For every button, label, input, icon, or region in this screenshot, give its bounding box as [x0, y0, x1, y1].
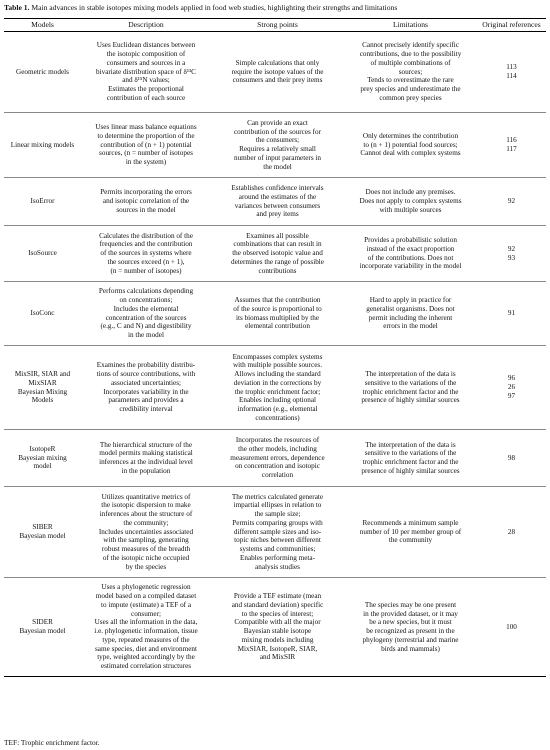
- cell-line: its biomass multiplied by the: [235, 313, 320, 322]
- cell-line: common prey species: [379, 93, 442, 102]
- strong-points-cell: [211, 178, 344, 226]
- cell-line: concentrations): [255, 413, 300, 422]
- cell-line: model based on a compiled dataset: [95, 592, 197, 600]
- limitations-cell: [344, 578, 477, 677]
- mixing-models-table: [4, 18, 546, 677]
- description-cell: [81, 282, 211, 346]
- cell-line: number of input parameters in: [233, 153, 322, 162]
- cell-line: the trophic enrichment factor;: [234, 387, 321, 396]
- cell-line: Bayesian model: [19, 627, 66, 635]
- cell-line: sensitive to the variations of the: [364, 449, 457, 458]
- cell-line: and standard deviation) specific: [231, 600, 324, 609]
- cell-line: combinations that can result in: [233, 240, 322, 249]
- cell-line: with multiple possible sources.: [232, 361, 323, 370]
- cell-line: IsoSource: [28, 249, 57, 258]
- strong-points-cell: [211, 430, 344, 487]
- cell-line: Compatible with all the major: [234, 618, 321, 627]
- limitations-cell: [344, 282, 477, 346]
- description-cell: [81, 346, 211, 430]
- cell-line: Linear mixing models: [10, 140, 75, 149]
- cell-line: on concentrations;: [119, 296, 173, 304]
- reference-number: 28: [507, 527, 516, 536]
- cell-line: Permits comparing groups with: [232, 518, 323, 527]
- limitations-cell: [344, 226, 477, 282]
- cell-line: IsoConc: [30, 309, 55, 318]
- cell-line: Examines the probability distribu-: [96, 361, 196, 370]
- references-cell: [477, 346, 546, 430]
- cell-line: The hierarchical structure of the: [99, 440, 193, 449]
- cell-line: topic niches between different: [234, 536, 321, 545]
- cell-line: the consumers;: [255, 136, 300, 145]
- references-cell: [477, 113, 546, 178]
- cell-line: SIDER: [32, 618, 53, 627]
- reference-number: 113: [506, 63, 517, 72]
- cell-line: sources;: [398, 67, 423, 76]
- header-description: Description: [81, 19, 211, 32]
- cell-line: Includes uncertainties associated: [98, 527, 194, 536]
- cell-line: the sources exceed (n + 1),: [107, 257, 185, 266]
- cell-line: be a new species, but it must: [369, 618, 452, 627]
- header-strong-points: Strong points: [211, 19, 344, 32]
- table-row: [4, 282, 546, 346]
- cell-line: mixing models including: [241, 635, 314, 644]
- cell-line: presence of highly similar sources: [361, 396, 460, 405]
- cell-line: errors in the model: [383, 322, 438, 331]
- strong-points-cell: [211, 487, 344, 578]
- cell-line: to the species of interest;: [241, 609, 314, 618]
- cell-line: birds and mammals): [381, 644, 440, 653]
- cell-line: Requires a relatively small: [239, 145, 316, 153]
- cell-line: Uses all the information in the data,: [94, 618, 198, 627]
- references-cell: [477, 32, 546, 113]
- reference-number: 116: [506, 136, 517, 145]
- cell-line: and MixSIR: [259, 653, 296, 662]
- cell-line: Establishes confidence intervals: [231, 184, 324, 192]
- model-cell: [4, 178, 81, 226]
- cell-line: of the sources in systems where: [100, 249, 192, 258]
- reference-number: 97: [507, 391, 516, 400]
- cell-line: The interpretation of the data is: [365, 440, 456, 449]
- strong-points-cell: [211, 346, 344, 430]
- cell-line: Does not apply to complex systems: [359, 197, 462, 206]
- reference-number: 26: [507, 383, 516, 392]
- model-cell: [4, 113, 81, 178]
- cell-line: MixSIR, SIAR and: [14, 370, 71, 378]
- cell-line: The species may be one present: [364, 600, 457, 609]
- cell-line: MixSIAR, IsotopeR, SIAR,: [237, 644, 318, 653]
- cell-line: Bayesian stable isotope: [243, 627, 312, 635]
- cell-line: (n = number of isotopes): [110, 266, 182, 275]
- cell-line: consumers and their prey items: [232, 76, 323, 85]
- cell-line: SIBER: [32, 523, 53, 532]
- cell-line: deviation in the corrections by: [233, 378, 322, 387]
- model-cell: [4, 346, 81, 430]
- cell-line: Provides a probabilistic solution: [364, 236, 457, 244]
- table-header-row: [4, 19, 546, 32]
- cell-line: of the contributions. Does not: [367, 253, 454, 262]
- cell-line: the other models, including: [238, 444, 317, 453]
- limitations-cell: [344, 113, 477, 178]
- limitations-cell: [344, 178, 477, 226]
- references-cell: [477, 578, 546, 677]
- cell-line: Hard to apply in practice for: [369, 296, 452, 304]
- cell-line: of multiple combinations of: [370, 58, 451, 67]
- cell-line: sources, (n = number of isotopes: [99, 149, 193, 158]
- cell-line: (e.g., C and N) and digestibility: [100, 322, 192, 331]
- cell-line: presence of highly similar sources: [361, 466, 460, 475]
- cell-line: Can provide an exact: [247, 118, 308, 127]
- description-cell: [81, 178, 211, 226]
- reference-number: 91: [507, 309, 516, 318]
- cell-line: of the source is proportional to: [233, 304, 322, 313]
- table-row: [4, 487, 546, 578]
- cell-line: generalist organisms. Does not: [366, 304, 455, 313]
- references-cell: [477, 226, 546, 282]
- cell-line: require the isotope values of the: [231, 67, 324, 76]
- description-cell: [81, 487, 211, 578]
- cell-line: type, repeated measures of the: [102, 635, 190, 644]
- model-cell: [4, 578, 81, 677]
- references-cell: [477, 430, 546, 487]
- references-cell: [477, 178, 546, 226]
- cell-line: Incorporates variability in the: [103, 387, 189, 396]
- cell-line: prey species and underestimate the: [360, 85, 461, 94]
- cell-line: and isotopic correlation of the: [102, 197, 190, 206]
- cell-line: Performs calculations depending: [98, 287, 194, 296]
- cell-line: The interpretation of the data is: [365, 370, 456, 378]
- table-row: [4, 113, 546, 178]
- description-cell: [81, 430, 211, 487]
- cell-line: in the population: [121, 466, 171, 475]
- cell-line: incorporate variability in the model: [359, 262, 462, 271]
- strong-points-cell: [211, 113, 344, 178]
- cell-line: Bayesian model: [19, 532, 66, 540]
- cell-line: to (n + 1) potential food sources;: [363, 140, 458, 149]
- cell-line: permit including the inherent: [368, 313, 453, 322]
- model-cell: [4, 282, 81, 346]
- reference-number: 98: [507, 453, 516, 462]
- description-cell: [81, 226, 211, 282]
- cell-line: Only determines the contribution: [362, 131, 459, 140]
- cell-line: Cannot deal with complex systems: [360, 149, 461, 158]
- caption-label: Table 1.: [4, 3, 30, 12]
- cell-line: inferences about the structure of: [99, 510, 193, 519]
- cell-line: contribution of (n + 1) potential: [100, 140, 192, 149]
- cell-line: IsotopeR: [29, 444, 56, 453]
- cell-line: with multiple sources: [379, 205, 442, 214]
- cell-line: Utilizes quantitative metrics of: [101, 492, 191, 501]
- table-caption: [4, 3, 546, 13]
- cell-line: MixSIAR: [28, 378, 57, 387]
- cell-line: Enables including optional: [238, 396, 317, 405]
- cell-line: Allows including the standard: [234, 370, 321, 378]
- cell-line: contributions, due to the possibility: [359, 50, 462, 59]
- cell-line: concentration of the sources: [105, 313, 187, 322]
- cell-line: by the species: [125, 562, 167, 571]
- cell-line: Permits incorporating the errors: [100, 188, 192, 197]
- caption-text: Main advances in stable isotopes mixing models applied in food web studies, highlighting their strengths and limitations: [29, 3, 398, 12]
- cell-line: The metrics calculated generate: [231, 492, 324, 501]
- description-cell: [81, 578, 211, 677]
- cell-line: in the system): [125, 158, 167, 167]
- cell-line: model permits making statistical: [99, 449, 193, 458]
- header-limitations: Limitations: [344, 19, 477, 32]
- cell-line: robust measures of the breadth: [101, 545, 191, 554]
- cell-line: around the estimates of the: [238, 192, 317, 201]
- cell-line: Uses a phylogenetic regression: [101, 583, 191, 592]
- cell-line: frequencies and the contribution: [99, 240, 193, 249]
- cell-line: consumers and sources in a: [106, 58, 186, 67]
- cell-line: Uses linear mass balance equations: [95, 123, 197, 132]
- cell-line: the community;: [123, 518, 169, 527]
- cell-line: Bayesian mixing: [18, 453, 67, 462]
- reference-number: 92: [507, 197, 516, 206]
- limitations-cell: [344, 487, 477, 578]
- cell-line: sources in the model: [116, 205, 176, 214]
- cell-line: Uses Euclidean distances between: [96, 41, 196, 50]
- cell-line: impartial ellipses in relation to: [233, 501, 322, 510]
- description-cell: [81, 113, 211, 178]
- cell-line: Cannot precisely identify specific: [362, 41, 459, 50]
- cell-line: Calculates the distribution of the: [99, 231, 193, 240]
- reference-number: 93: [507, 253, 516, 262]
- cell-line: Tends to overestimate the rare: [367, 76, 454, 85]
- cell-line: and δ¹⁵N values;: [122, 76, 170, 85]
- limitations-cell: [344, 32, 477, 113]
- reference-number: 92: [507, 244, 516, 253]
- model-cell: [4, 226, 81, 282]
- table-row: [4, 430, 546, 487]
- strong-points-cell: [211, 578, 344, 677]
- cell-line: phylogeny (terrestrial and marine: [362, 635, 459, 644]
- table-row: [4, 346, 546, 430]
- cell-line: Assumes that the contribution: [234, 296, 321, 304]
- cell-line: Encompasses complex systems: [232, 352, 323, 361]
- cell-line: Does not include any premises.: [365, 188, 456, 197]
- cell-line: i.e. phylogenetic information, tissue: [94, 627, 198, 635]
- cell-line: information (e.g., elemental: [237, 405, 318, 413]
- cell-line: contribution of each source: [106, 93, 186, 102]
- cell-line: and prey items: [256, 210, 299, 219]
- cell-line: parameters and provides a: [108, 396, 184, 405]
- model-cell: [4, 487, 81, 578]
- cell-line: number of 10 per member group of: [359, 527, 462, 536]
- header-models: Models: [4, 19, 81, 32]
- references-cell: [477, 487, 546, 578]
- cell-line: the isotopic composition of: [106, 50, 186, 59]
- strong-points-cell: [211, 32, 344, 113]
- cell-line: measurement errors, dependence: [230, 453, 325, 462]
- cell-line: of the isotopic niche occupied: [102, 553, 190, 562]
- cell-line: IsoError: [30, 197, 55, 206]
- cell-line: to impute (estimate) a TEF of a: [100, 600, 192, 609]
- strong-points-cell: [211, 282, 344, 346]
- cell-line: Geometric models: [16, 67, 69, 76]
- description-cell: [81, 32, 211, 113]
- cell-line: model: [33, 462, 52, 471]
- cell-line: sensitive to the variations of the: [364, 378, 457, 387]
- cell-line: tions of source contributions, with: [96, 370, 196, 378]
- table-row: [4, 178, 546, 226]
- cell-line: on concentration and isotopic: [235, 462, 320, 471]
- cell-line: Examines all possible: [246, 231, 309, 240]
- cell-line: determines the range of possible: [230, 257, 324, 266]
- references-cell: [477, 282, 546, 346]
- cell-line: trophic enrichment factor and the: [362, 387, 459, 396]
- cell-line: trophic enrichment factor and the: [362, 458, 459, 466]
- cell-line: in the model: [128, 331, 164, 339]
- cell-line: variances between consumers: [234, 201, 321, 210]
- reference-number: 100: [506, 622, 517, 631]
- cell-line: in the provided dataset, or it may: [363, 609, 458, 618]
- cell-line: correlation: [261, 471, 294, 480]
- cell-line: Bayesian Mixing: [17, 387, 68, 396]
- cell-line: systems and communities;: [239, 545, 316, 554]
- cell-line: elemental contribution: [245, 322, 310, 331]
- cell-line: same species, diet and environment: [95, 644, 197, 653]
- model-cell: [4, 32, 81, 113]
- cell-line: contributions: [258, 266, 297, 275]
- cell-line: the observed isotopic value and: [232, 249, 323, 258]
- cell-line: Estimates the proportional: [108, 85, 184, 94]
- reference-number: 96: [507, 374, 516, 383]
- cell-line: estimated correlation structures: [100, 662, 192, 670]
- cell-line: Simple calculations that only: [235, 58, 320, 67]
- reference-number: 114: [506, 72, 517, 80]
- cell-line: type, weighted accordingly by the: [97, 653, 195, 662]
- cell-line: the isotopic dispersion to make: [101, 501, 191, 510]
- cell-line: Provide a TEF estimate (mean: [233, 592, 322, 600]
- table-footnote: TEF: Trophic enrichment factor.: [4, 738, 100, 747]
- header-original-references: Original references: [477, 19, 546, 32]
- model-cell: [4, 430, 81, 487]
- limitations-cell: [344, 430, 477, 487]
- table-row: [4, 226, 546, 282]
- cell-line: different sample sizes and iso-: [233, 527, 322, 536]
- cell-line: consumer;: [131, 609, 161, 618]
- cell-line: Includes the elemental: [113, 304, 179, 313]
- strong-points-cell: [211, 226, 344, 282]
- cell-line: Enables performing meta-: [239, 553, 316, 562]
- table-body: [4, 32, 546, 677]
- table-row: [4, 32, 546, 113]
- cell-line: Models: [31, 396, 54, 405]
- cell-line: the community: [388, 536, 433, 545]
- limitations-cell: [344, 346, 477, 430]
- cell-line: credibility interval: [119, 405, 173, 413]
- cell-line: be recognized as present in the: [366, 627, 455, 635]
- cell-line: associated uncertainties;: [110, 378, 182, 387]
- cell-line: Recommends a minimum sample: [362, 518, 459, 527]
- cell-line: Incorporates the resources of: [235, 436, 320, 445]
- cell-line: instead of the exact proportion: [366, 244, 455, 253]
- cell-line: the model: [263, 162, 292, 171]
- cell-line: to determine the proportion of the: [97, 131, 195, 140]
- cell-line: the sample size;: [254, 510, 301, 519]
- cell-line: with the sampling, generating: [103, 536, 189, 545]
- cell-line: analysis studies: [255, 562, 300, 571]
- cell-line: contribution of the sources for: [233, 127, 322, 136]
- cell-line: inferences at the individual level: [99, 458, 193, 466]
- cell-line: bivariate distribution space of δ¹³C: [96, 67, 196, 76]
- table-row: [4, 578, 546, 677]
- reference-number: 117: [506, 145, 517, 153]
